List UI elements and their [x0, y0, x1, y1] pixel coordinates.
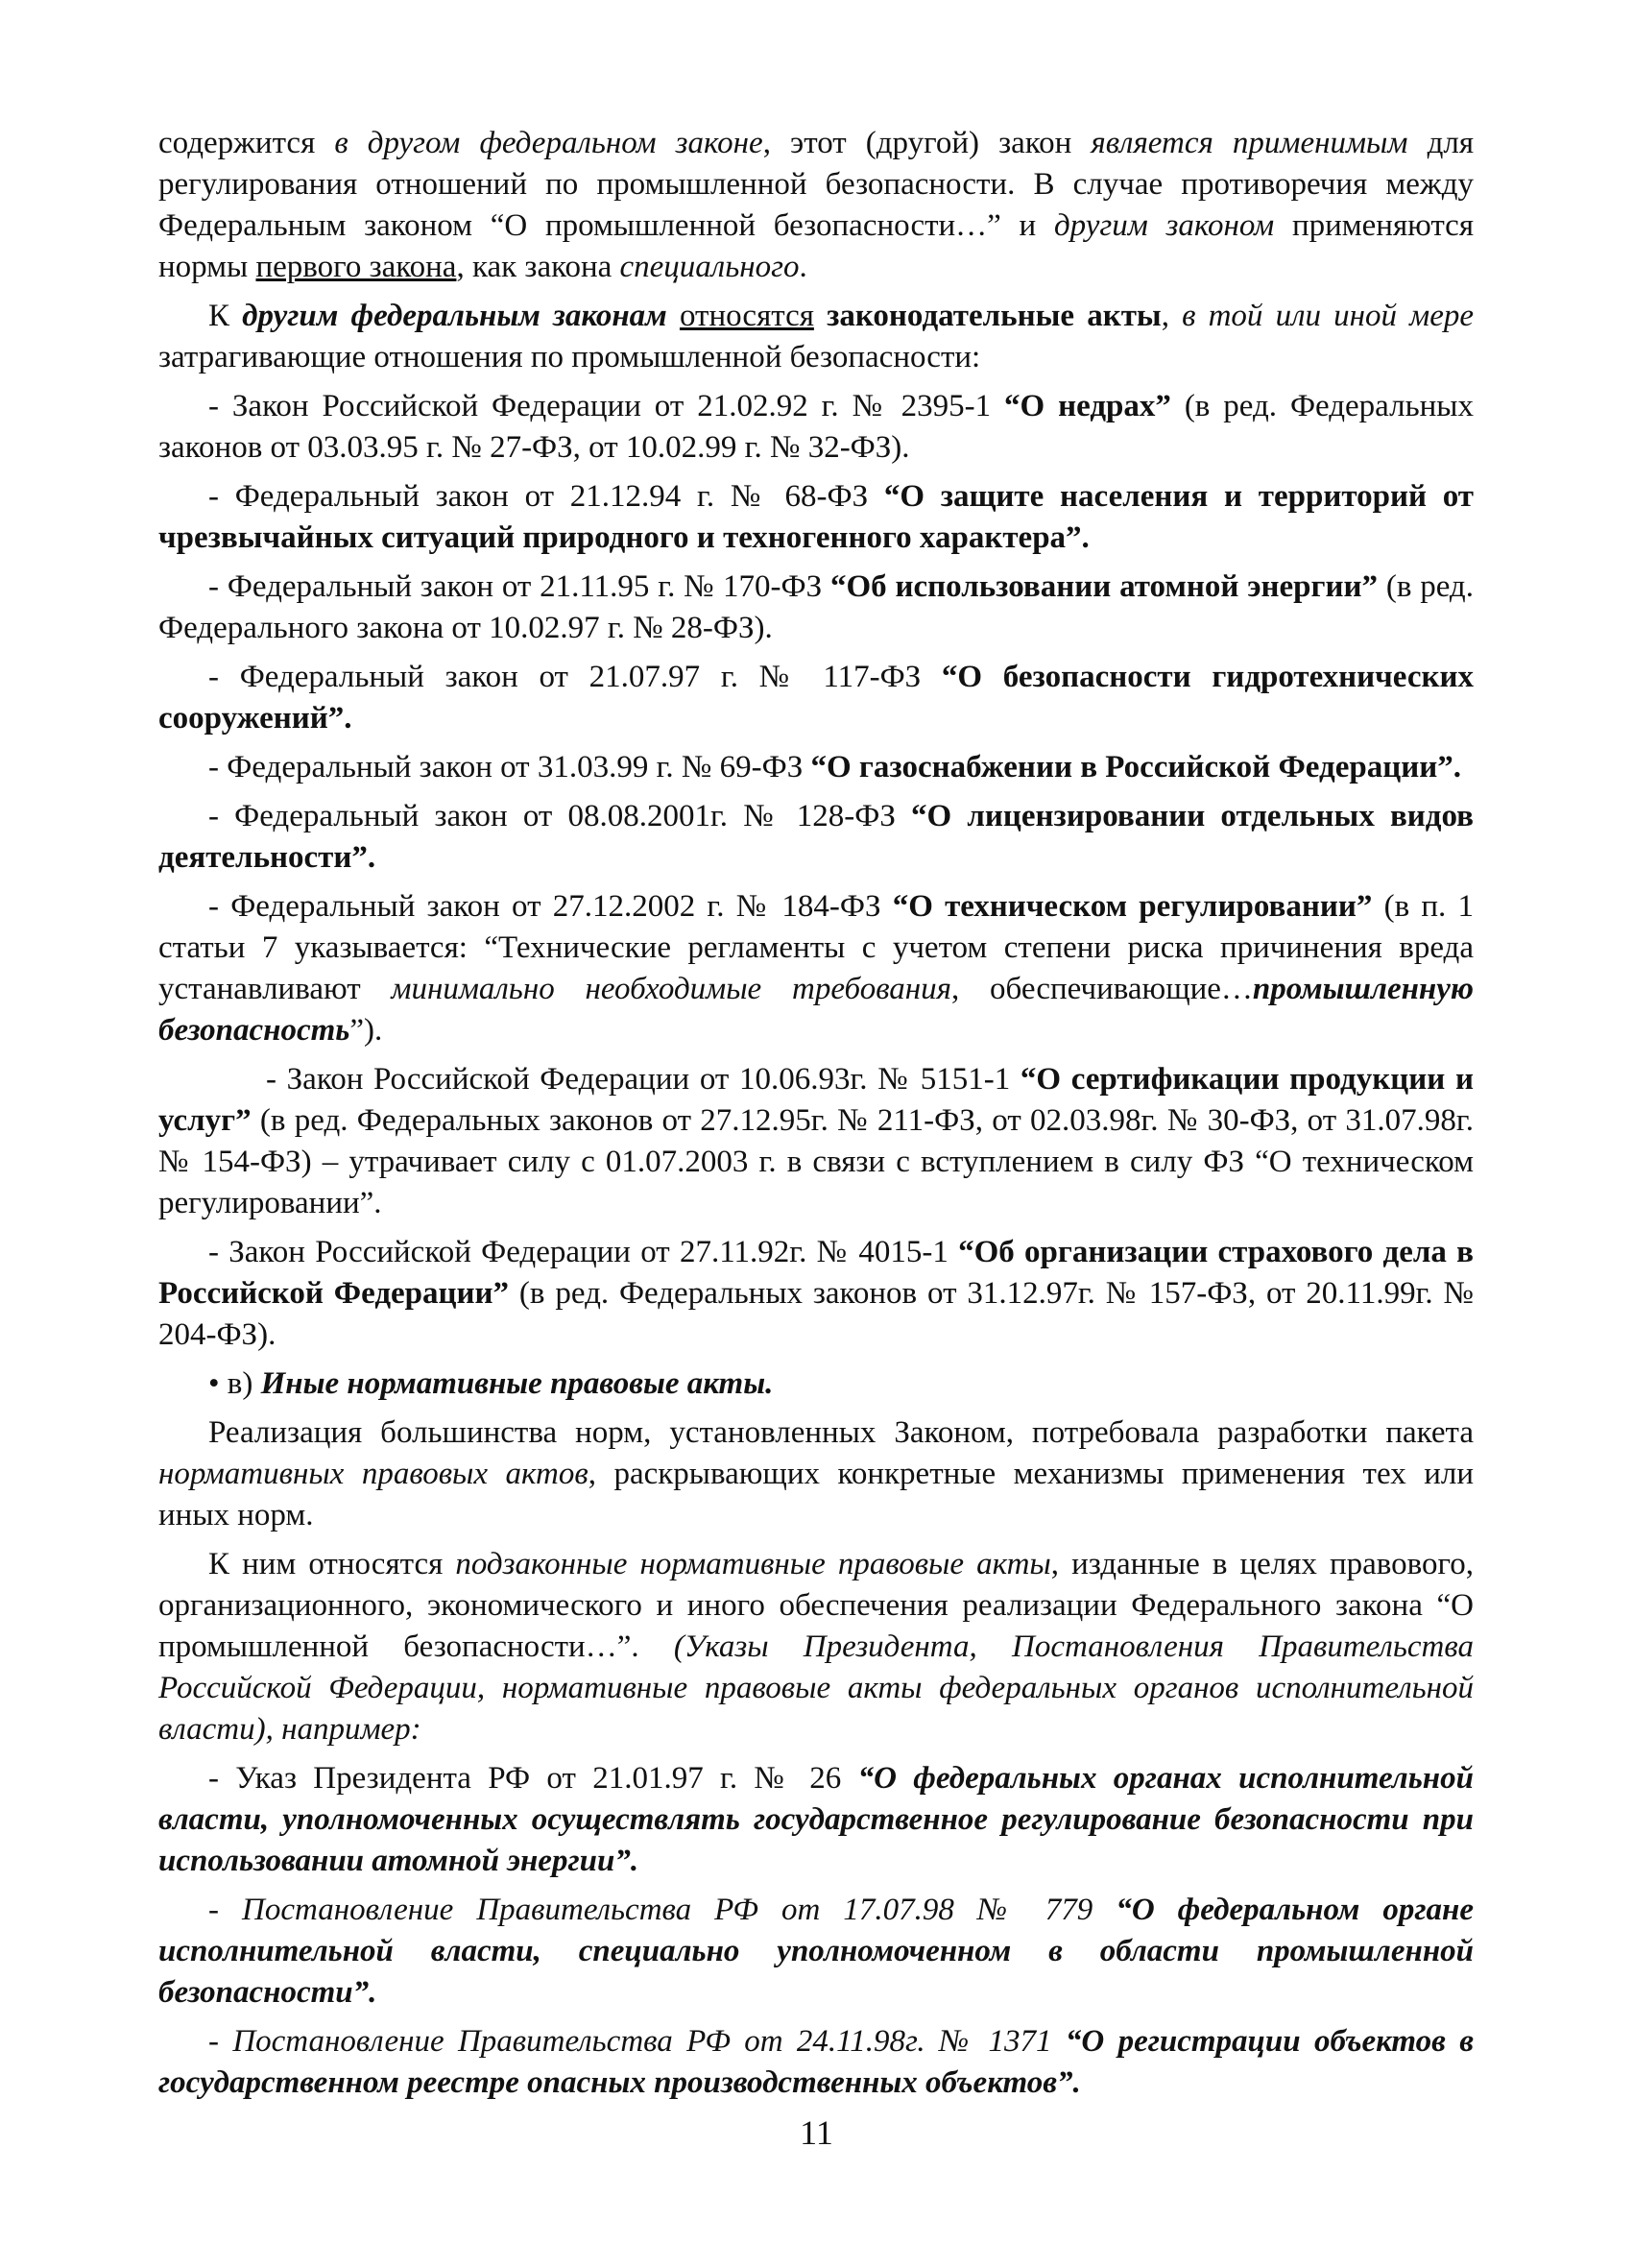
paragraph-implementation [158, 1412, 1474, 1536]
bold-run: “О газоснабжении в Российской Федерации”. [810, 750, 1461, 784]
list-item-law [158, 657, 1474, 739]
text-run: содержится [158, 126, 335, 160]
text-run: (в ред. Федеральных законов от 03.03.95 г. № 27-ФЗ, от 10.02.99 г. № 32-ФЗ). [158, 389, 1474, 465]
bold-run: “О техническом регулировании” [892, 889, 1373, 924]
text-run: , этот (другой) закон [762, 126, 1092, 160]
italic-run: подзаконные нормативные правовые акты [455, 1547, 1051, 1581]
list-item-resolution [158, 2021, 1474, 2104]
text-run: - Федеральный закон от 21.11.95 г. № 170-ФЗ [208, 569, 830, 604]
bold-run: “Об использовании атомной энергии” [829, 569, 1378, 604]
text-run: (в ред. Федеральных законов от 31.12.97г. № 157-ФЗ, от 20.11.99г. № 204-ФЗ). [158, 1276, 1474, 1352]
text-run: . [799, 250, 807, 284]
paragraph-continuation [158, 123, 1474, 288]
text-run: , [1161, 299, 1183, 333]
list-item-decree [158, 1758, 1474, 1882]
list-item-law [158, 747, 1474, 788]
italic-run: другим законом [1053, 208, 1275, 243]
text-run: (в ред. Федеральных законов от 27.12.95г. № 211-ФЗ, от 02.03.98г. № 30-ФЗ, от 31.07.98г. № 154-ФЗ) – утрачивает силу с 01.07.2003 г. в связи с вступлением в силу ФЗ “О техническом регулировании”. [158, 1103, 1474, 1220]
text-run: - Закон Российской Федерации от 10.06.93г. № 5151-1 [266, 1062, 1021, 1097]
italic-run: в той или иной мере [1182, 299, 1474, 333]
paragraph-other-federal-laws [158, 296, 1474, 378]
page-number: 11 [800, 2113, 833, 2152]
list-item-law [158, 1232, 1474, 1356]
text-run: - Федеральный закон от 21.12.94 г. № 68-ФЗ [208, 479, 884, 514]
text-run [667, 299, 680, 333]
text-run: - Федеральный закон от 21.07.97 г. № 117-ФЗ [208, 660, 942, 694]
text-run: • в) [208, 1366, 261, 1401]
text-run: для регулирования отношений по промышленной безопасности. В случае противоречия между Федеральным законом “О промышленной безопасности…” и [158, 126, 1475, 243]
bold-run: “О недрах” [1004, 389, 1171, 423]
bold-run: “О безопасности гидротехнических сооружений”. [158, 660, 1474, 736]
italic-run: - Постановление Правительства РФ от 24.11.98г. № 1371 [208, 2024, 1066, 2059]
bold-italic-run: Иные нормативные правовые акты. [260, 1366, 774, 1401]
text-run: (в ред. Федерального закона от 10.02.97 г. № 28-ФЗ). [158, 569, 1474, 645]
bold-italic-run: “О федеральном органе исполнительной власти, специально уполномоченном в области промышленной безопасности”. [158, 1893, 1474, 2010]
text-run: - Закон Российской Федерации от 27.11.92г. № 4015-1 [208, 1235, 959, 1269]
bold-run: “О лицензировании отдельных видов деятельности”. [158, 799, 1475, 875]
text-run: , раскрывающих конкретные механизмы применения тех или иных норм. [158, 1457, 1474, 1532]
underlined-run: первого закона [255, 250, 457, 284]
bold-run: “О защите населения и территорий от чрезвычайных ситуаций природного и техногенного характера”. [158, 479, 1474, 555]
paragraph-subordinate-acts [158, 1544, 1474, 1750]
bullet-subheading [158, 1363, 1474, 1405]
text-run: - Закон Российской Федерации от 21.02.92 г. № 2395-1 [208, 389, 1005, 423]
list-item-law [158, 796, 1474, 879]
text-run: К ним относятся [208, 1547, 456, 1581]
bold-run: “Об организации страхового дела в Российской Федерации” [158, 1235, 1474, 1311]
bold-italic-run: промышленную безопасность [158, 972, 1474, 1048]
bold-run: законодательные акты [827, 299, 1162, 333]
text-run: - Федеральный закон от 08.08.2001г. № 128-ФЗ [208, 799, 912, 833]
body-text [158, 123, 1474, 2104]
text-run: - Указ Президента РФ от 21.01.97 г. № 26 [208, 1761, 858, 1796]
text-run: К [208, 299, 243, 333]
bold-run: “О сертификации продукции и услуг” [158, 1062, 1474, 1138]
list-item-law [158, 476, 1474, 559]
text-run [814, 299, 827, 333]
list-item-resolution [158, 1890, 1474, 2014]
list-item-law [158, 1059, 1474, 1224]
text-run: применяются нормы [158, 208, 1475, 284]
bold-italic-run: “О федеральных органах исполнительной власти, уполномоченных осуществлять государственное регулирование безопасности при использовании атомной энергии”. [158, 1761, 1474, 1878]
italic-run: является применимым [1091, 126, 1408, 160]
underlined-run: относятся [679, 299, 814, 333]
italic-run: - Постановление Правительства РФ от 17.07.98 № 779 [208, 1893, 1117, 1927]
italic-run: специального [619, 250, 800, 284]
text-run: - Федеральный закон от 27.12.2002 г. № 184-ФЗ [208, 889, 893, 924]
text-run: Реализация большинства норм, установленных Законом, потребовала разработки пакета [208, 1415, 1474, 1450]
bold-italic-run: другим федеральным законам [242, 299, 667, 333]
italic-run: минимально необходимые требования [391, 972, 951, 1006]
bold-italic-run: “О регистрации объектов в государственном реестре опасных производственных объектов”. [158, 2024, 1474, 2100]
list-item-law [158, 386, 1474, 469]
text-run: , изданные в целях правового, организационного, экономического и иного обеспечения реализации Федерального закона “О промышленной безопасности…”. [158, 1547, 1474, 1664]
italic-run: нормативных правовых актов [158, 1457, 588, 1491]
list-item-law [158, 886, 1474, 1051]
italic-run: (Указы Президента, Постановления Правительства Российской Федерации, нормативные правовые акты федеральных органов исполнительной власти), например: [158, 1629, 1474, 1747]
text-run: , как закона [456, 250, 620, 284]
italic-run: в другом федеральном законе [334, 126, 763, 160]
list-item-law [158, 567, 1474, 649]
text-run: ”). [349, 1013, 383, 1048]
text-run: - Федеральный закон от 31.03.99 г. № 69-ФЗ [208, 750, 811, 784]
text-run: (в п. 1 статьи 7 указывается: “Технические регламенты с учетом степени риска причинения вреда устанавливают [158, 889, 1474, 1006]
text-run: , обеспечивающие… [951, 972, 1253, 1006]
text-run: затрагивающие отношения по промышленной безопасности: [158, 340, 981, 374]
